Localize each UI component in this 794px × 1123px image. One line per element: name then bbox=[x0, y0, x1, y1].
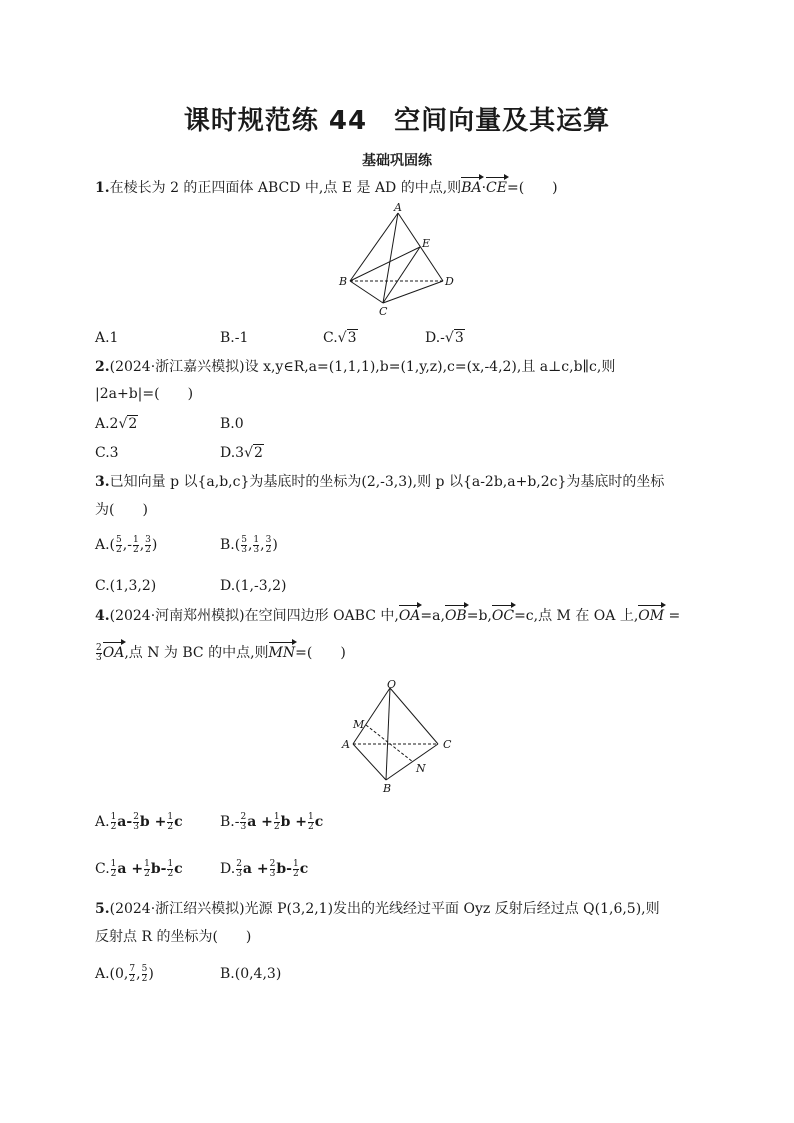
segment-be bbox=[350, 247, 420, 281]
q4-option-b: B.- $\frac{2}{3}$ a + $\frac{1}{2}$ b + $\frac{1}{2}$ c bbox=[220, 811, 324, 832]
q1-option-a: A.1 bbox=[95, 330, 119, 346]
question-5-stem: 5.(2024·浙江绍兴模拟)光源 P(3,2,1)发出的光线经过平面 Oyz 反射后经过点 Q(1,6,5),则 bbox=[95, 901, 660, 917]
q1-option-c: C.√3 bbox=[323, 330, 357, 346]
label-C: C bbox=[379, 305, 388, 318]
edge-bc bbox=[350, 281, 383, 303]
label-C: C bbox=[443, 738, 452, 751]
q4-option-d: D. $\frac{2}{3}$ a + $\frac{2}{3}$ b- $\frac{1}{2}$ c bbox=[220, 858, 309, 879]
label-A: A bbox=[394, 203, 402, 214]
page-title: 课时规范练 44 空间向量及其运算 bbox=[183, 106, 611, 136]
question-4-stem-line2: $\frac{2}{3}$ OA,点 N 为 BC 的中点,则MN=( ) bbox=[96, 642, 346, 663]
vector-OA: OA bbox=[102, 645, 125, 661]
edge-bc bbox=[386, 744, 438, 780]
vector-MN: MN bbox=[268, 645, 296, 661]
question-number: 5. bbox=[95, 901, 110, 917]
label-N: N bbox=[416, 762, 426, 775]
label-A: A bbox=[342, 738, 350, 751]
q4-option-c: C. $\frac{1}{2}$ a + $\frac{1}{2}$ b- $\frac{1}{2}$ c bbox=[95, 858, 183, 879]
q3-option-a: A.( $\frac{5}{2}$ ,- $\frac{1}{2}$ , $\frac{3}{2}$ ) bbox=[95, 534, 158, 555]
section-heading: 基础巩固练 bbox=[362, 153, 432, 169]
q3-option-d: D.(1,-3,2) bbox=[220, 578, 287, 594]
label-O: O bbox=[387, 678, 397, 691]
question-4-stem: 4.(2024·河南郑州模拟)在空间四边形 OABC 中,OA=a,OB=b,OC=c,点 M 在 OA 上,OM = bbox=[95, 608, 681, 624]
q2-option-c: C.3 bbox=[95, 445, 119, 461]
tetrahedron-figure-abcd bbox=[335, 203, 460, 318]
label-M: M bbox=[353, 718, 365, 731]
question-5-stem-line2: 反射点 R 的坐标为( ) bbox=[95, 929, 252, 945]
label-B: B bbox=[383, 782, 392, 795]
question-2-stem: 2.(2024·浙江嘉兴模拟)设 x,y∈R,a=(1,1,1),b=(1,y,z),c=(x,-4,2),且 a⊥c,b∥c,则 bbox=[95, 359, 616, 375]
question-2-stem-line2: |2a+b|=( ) bbox=[95, 386, 194, 402]
question-number: 2. bbox=[95, 359, 110, 375]
edge-oc bbox=[390, 688, 438, 744]
q2-option-a: A.2√2 bbox=[95, 416, 138, 432]
label-B: B bbox=[339, 275, 348, 288]
q5-option-a: A.(0, $\frac{7}{2}$ , $\frac{5}{2}$ ) bbox=[95, 963, 154, 984]
edge-ac bbox=[383, 213, 398, 303]
edge-ab bbox=[353, 744, 386, 780]
q5-option-b: B.(0,4,3) bbox=[220, 966, 282, 982]
vector-OA: OA bbox=[398, 608, 421, 624]
q3-option-c: C.(1,3,2) bbox=[95, 578, 157, 594]
q3-option-b: B.( $\frac{5}{3}$ , $\frac{1}{3}$ , $\frac{3}{2}$ ) bbox=[220, 534, 278, 555]
question-3-stem-line2: 为( ) bbox=[95, 502, 148, 518]
question-number: 4. bbox=[95, 608, 110, 624]
edge-ab bbox=[350, 213, 398, 281]
label-D: D bbox=[445, 275, 454, 288]
q1-option-d: D.-√3 bbox=[425, 330, 464, 346]
question-number: 3. bbox=[95, 474, 110, 490]
vector-OM: OM bbox=[638, 608, 665, 624]
edge-cd bbox=[383, 281, 443, 303]
tetrahedron-figure-oabc bbox=[338, 678, 463, 798]
vector-BA: BA bbox=[461, 180, 482, 196]
segment-ce bbox=[383, 247, 420, 303]
vector-OC: OC bbox=[491, 608, 515, 624]
edge-oa bbox=[353, 688, 390, 744]
q1-option-b: B.-1 bbox=[220, 330, 249, 346]
edge-ob bbox=[386, 688, 390, 780]
label-E: E bbox=[422, 237, 431, 250]
question-number: 1. bbox=[95, 180, 110, 196]
question-3-stem: 3.已知向量 p 以{a,b,c}为基底时的坐标为(2,-3,3),则 p 以{a-2b,a+b,2c}为基底时的坐标 bbox=[95, 474, 665, 490]
vector-CE: CE bbox=[486, 180, 507, 196]
q2-option-d: D.3√2 bbox=[220, 445, 263, 461]
question-1-stem: 1.在棱长为 2 的正四面体 ABCD 中,点 E 是 AD 的中点,则BA·CE=( ) bbox=[95, 180, 558, 196]
q2-option-b: B.0 bbox=[220, 416, 244, 432]
vector-OB: OB bbox=[444, 608, 467, 624]
q4-option-a: A. $\frac{1}{2}$ a- $\frac{2}{3}$ b + $\frac{1}{2}$ c bbox=[95, 811, 183, 832]
